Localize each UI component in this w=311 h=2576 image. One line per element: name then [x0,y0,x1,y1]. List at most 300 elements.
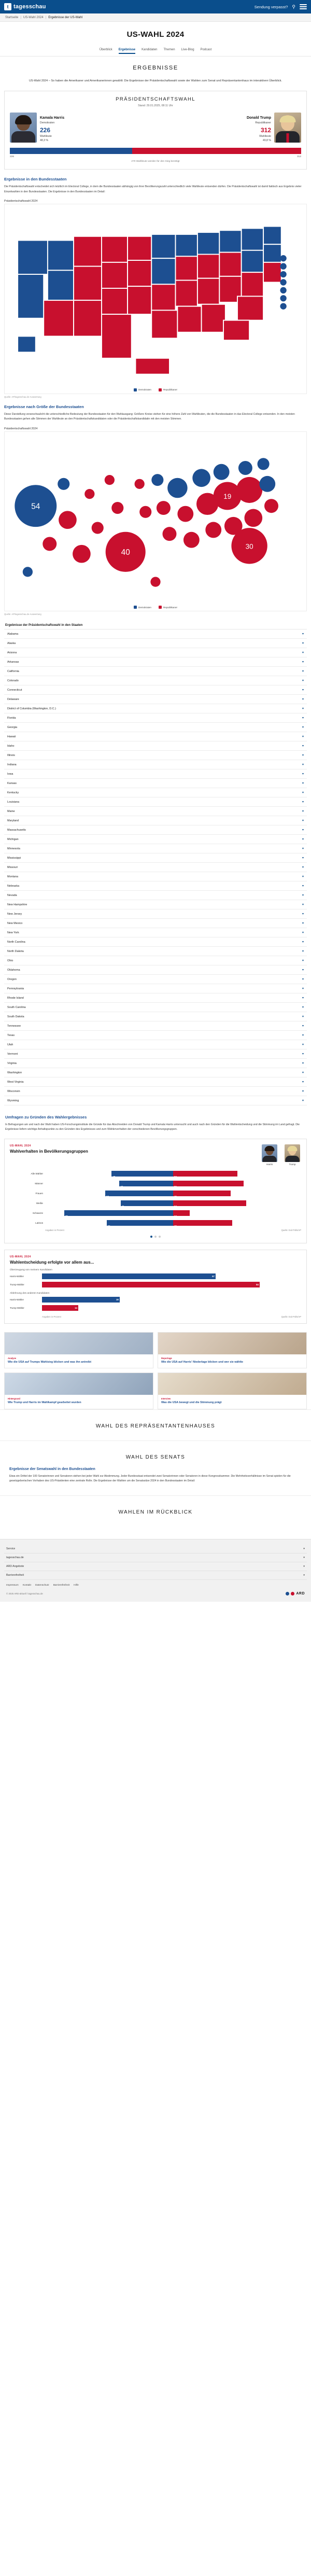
chevron-down-icon[interactable]: ▾ [302,801,304,804]
chart1-candidate-trump [284,1144,301,1166]
chart1-row [10,1180,301,1187]
chevron-down-icon[interactable]: ▾ [302,633,304,636]
chevron-down-icon[interactable]: ▾ [302,754,304,758]
chevron-down-icon[interactable]: ▾ [302,689,304,692]
tab-themen[interactable]: Themen [163,48,175,51]
accordion-row-state[interactable] [4,760,307,769]
accordion-row-state[interactable] [4,1012,307,1021]
accordion-row-state[interactable] [4,863,307,872]
accordion-row-state[interactable] [4,1077,307,1087]
footer-bottom [0,1587,311,1602]
chart1-bar-harris: 52 [107,1220,173,1226]
accordion-row-state[interactable] [4,975,307,984]
chevron-down-icon[interactable]: ▾ [302,1034,304,1038]
chevron-down-icon[interactable]: ▾ [302,707,304,711]
chevron-down-icon[interactable]: ▾ [302,857,304,860]
chart1-page-dot-1[interactable] [150,1236,152,1238]
teaser-image-flags [158,1373,306,1395]
teaser-image-rally [158,1333,306,1354]
footer-accordion-row[interactable] [4,1545,307,1553]
ard-dot-red [291,1592,294,1595]
footer-accordion-label: tagesschau.de [6,1556,24,1559]
accordion-row-state[interactable] [4,797,307,807]
chart2-row-label: Harris-Wähler [10,1275,24,1278]
accordion-row-state[interactable] [4,1021,307,1031]
chevron-down-icon[interactable]: ▾ [302,829,304,832]
chart2-row-label: Trump-Wähler [10,1283,24,1286]
teaser-category: Reportage [161,1356,172,1360]
chevron-down-icon[interactable]: ▾ [302,773,304,776]
legend-republican [159,388,177,391]
chevron-down-icon[interactable]: ▾ [302,717,304,720]
accordion-state-label: Arkansas [7,660,19,664]
chevron-down-icon[interactable]: ▾ [302,735,304,739]
candidate-democrat-party: Demokraten [40,121,55,124]
accordion-state-label: California [7,669,19,673]
chart1-candidate-avatars [10,1144,301,1166]
footer-accordion-label: Service [6,1547,16,1550]
teaser-body [158,1354,306,1368]
ard-dot-blue [286,1592,289,1595]
electoral-threshold-note: 270 Wahlleute werden für den Sieg benötigt [131,160,180,163]
accordion-row-state[interactable] [4,788,307,797]
chart1-bar-trump: 45 [173,1191,231,1196]
footer-links [0,1580,311,1587]
chevron-down-icon[interactable]: ▾ [303,1547,305,1550]
accordion-state-label: North Carolina [7,940,25,944]
candidate-republican-electoral-votes: 312 [260,126,271,134]
chevron-down-icon[interactable]: ▾ [302,922,304,926]
teaser-image-capitol [5,1333,153,1354]
accordion-row-state[interactable] [4,919,307,928]
accordion-row-state[interactable] [4,629,307,639]
breadcrumb-separator-2: | [45,16,47,19]
chevron-down-icon[interactable]: ▾ [303,1573,305,1577]
accordion-row-state[interactable] [4,965,307,975]
results-section-title: ERGEBNISSE [133,65,178,71]
chart1-row-bars [45,1200,301,1206]
breadcrumb-item-home[interactable]: Startseite [5,16,19,19]
accordion-state-label: Connecticut [7,688,22,692]
accordion-state-label: Kentucky [7,791,19,794]
footer-link[interactable]: Barrierefreiheit [53,1584,70,1587]
chevron-down-icon[interactable]: ▾ [302,894,304,898]
electoral-bar-label-left: 226 [10,156,15,159]
chart2-row-track [42,1297,301,1303]
chart1-bar-trump: 55 [173,1181,244,1186]
chevron-down-icon[interactable]: ▾ [302,1090,304,1094]
breadcrumb-item-uswahl[interactable]: US-Wahl 2024 [23,16,44,19]
chart1-bar-harris: 85 [64,1210,173,1216]
avatar-trump [274,113,301,143]
states-map-legend [6,386,305,393]
chevron-down-icon[interactable]: ▾ [302,1025,304,1028]
chevron-down-icon[interactable]: ▾ [302,969,304,972]
accordion-state-label: Virginia [7,1061,17,1065]
accordion-state-label: New Hampshire [7,903,27,906]
states-accordion-title: Ergebnisse der Präsidentschaftswahl in den Staaten [5,624,83,627]
bubble-map-source: Quelle: AP/tagesschau.de-Auswertung [4,613,41,616]
footer-link[interactable]: Hilfe [74,1584,79,1587]
brand-tile-icon: t [4,3,11,10]
us-choropleth-map[interactable] [6,206,305,386]
accordion-row-state[interactable] [4,956,307,965]
footer-link[interactable]: Impressum [6,1584,19,1587]
candidate-republican-meta [247,116,271,143]
senate-results-block [9,1467,302,1484]
chart2-group [10,1269,301,1288]
candidate-democrat-name: Kamala Harris [40,116,65,120]
accordion-row-state[interactable] [4,676,307,685]
chart2-row-label: Harris-Wähler [10,1298,24,1301]
accordion-row-state[interactable] [4,872,307,881]
accordion-state-label: Texas [7,1033,15,1037]
teaser-category: Hintergrund [8,1397,20,1401]
bubble-legend-republican [159,606,177,609]
accordion-state-label: Minnesota [7,847,20,850]
chevron-down-icon[interactable]: ▾ [302,838,304,842]
bubble-map-frame[interactable] [4,431,307,612]
accordion-row-state[interactable] [4,667,307,676]
chevron-down-icon[interactable]: ▾ [302,875,304,879]
accordion-state-label: Washington [7,1071,22,1074]
senate-section-title: WAHL DES SENATS [125,1454,186,1460]
chevron-down-icon[interactable]: ▾ [302,661,304,664]
tab-ueberblick[interactable]: Überblick [99,48,112,51]
accordion-row-state[interactable] [4,1068,307,1077]
accordion-row-state[interactable] [4,1096,307,1105]
chevron-down-icon[interactable]: ▾ [302,745,304,748]
chevron-down-icon[interactable]: ▾ [302,679,304,683]
chart2-axis-left: Angaben in Prozent [42,1315,61,1318]
presidential-result-card [4,91,307,170]
accordion-state-label: Nebraska [7,884,20,888]
sendung-verpasst-link[interactable]: Sendung verpasst? [254,4,288,9]
accordion-state-label: Illinois [7,753,15,757]
chevron-down-icon[interactable]: ▾ [303,1556,305,1559]
accordion-state-label: Pennsylvania [7,987,24,990]
accordion-row-state[interactable] [4,891,307,900]
accordion-row-state[interactable] [4,1087,307,1096]
chevron-down-icon[interactable]: ▾ [302,1043,304,1047]
accordion-state-label: South Dakota [7,1015,24,1018]
accordion-row-state[interactable] [4,1031,307,1040]
chart1-bar-harris: 41 [121,1200,173,1206]
chart1-bar-trump: 46 [173,1220,232,1226]
accordion-row-state[interactable] [4,779,307,788]
accordion-row-state[interactable] [4,1040,307,1049]
chevron-down-icon[interactable]: ▾ [302,847,304,851]
accordion-row-state[interactable] [4,713,307,723]
chart1-title: Wahlverhalten in Bevölkerungsgruppen [10,1149,88,1154]
chevron-down-icon[interactable]: ▾ [302,810,304,814]
house-section [0,1409,311,1440]
accordion-state-label: Missouri [7,865,18,869]
footer-accordion-row[interactable] [4,1553,307,1562]
accordion-row-state[interactable] [4,928,307,937]
chart1-page-dot-2[interactable] [154,1236,157,1238]
bubble-map-heading: Ergebnisse nach Größe der Bundesstaaten [4,404,84,409]
chart1-row-bars [45,1171,301,1177]
accordion-row-state[interactable] [4,648,307,657]
states-map-frame[interactable] [4,204,307,394]
teaser-title[interactable]: Wie die USA auf Harris' Niederlage blicken und wer sie wählte [161,1360,244,1364]
accordion-state-label: Georgia [7,725,18,729]
chart1-page-dot-3[interactable] [159,1236,161,1238]
bubble-map-block [4,404,307,615]
chevron-down-icon[interactable]: ▾ [302,866,304,870]
accordion-state-label: District of Columbia (Washington, D.C.) [7,707,56,710]
accordion-row-state[interactable] [4,816,307,825]
accordion-row-state[interactable] [4,732,307,741]
senate-section [0,1440,311,1495]
accordion-row-state[interactable] [4,1059,307,1068]
chart2-group-header: Ablehnung des anderen Kandidaten [10,1292,50,1295]
bubble-map-chart-label: Präsidentschaftswahl 2024 [4,427,38,430]
chevron-down-icon[interactable]: ▾ [302,931,304,935]
accordion-row-state[interactable] [4,704,307,713]
bubble-legend-democrat [134,606,151,609]
footer-accordion-row[interactable] [4,1562,307,1571]
accordion-row-state[interactable] [4,853,307,863]
tab-kandidaten[interactable]: Kandidaten [142,48,158,51]
page-title: US-WAHL 2024 [126,30,185,39]
chart1-candidate-harris-name: Harris [266,1163,273,1166]
chart1-bar-trump: 57 [173,1200,246,1206]
electoral-vote-bar [10,148,301,154]
bubble-legend-democrat-label: Demokraten [138,606,151,609]
accordion-state-label: North Dakota [7,949,24,953]
candidate-democrat-votes-label: Wahlleute [40,134,52,138]
chevron-down-icon[interactable]: ▾ [302,726,304,730]
chevron-down-icon[interactable]: ▾ [302,941,304,944]
chevron-down-icon[interactable]: ▾ [302,698,304,702]
avatar-harris-small [262,1144,277,1162]
accordion-state-label: Montana [7,875,18,878]
accordion-row-state[interactable] [4,751,307,760]
chevron-down-icon[interactable]: ▾ [302,950,304,954]
candidate-republican-votes-label: Wahlleute [259,134,271,138]
chevron-down-icon[interactable]: ▾ [302,1006,304,1010]
accordion-state-label: South Carolina [7,1005,26,1009]
accordion-row-state[interactable] [4,937,307,947]
chevron-down-icon[interactable]: ▾ [302,997,304,1000]
chart1-axis-right: Quelle: Exit Polls/AP [281,1228,301,1231]
avatar-harris [10,113,37,143]
accordion-state-label: Indiana [7,763,17,766]
chevron-down-icon[interactable]: ▾ [302,1062,304,1066]
legend-democrat-swatch [134,388,137,391]
chevron-down-icon[interactable]: ▾ [302,1053,304,1056]
chevron-down-icon[interactable]: ▾ [302,1081,304,1084]
chart2-title: Wahlentscheidung erfolgte vor allem aus... [10,1259,94,1265]
electoral-bar-republican [132,148,301,154]
accordion-row-state[interactable] [4,1003,307,1012]
top-navigation-bar [0,0,311,13]
accordion-state-label: Oregon [7,977,17,981]
accordion-state-label: New Jersey [7,912,22,916]
legend-democrat [134,388,151,391]
candidate-democrat-popular-pct: 48,3 % [40,138,49,142]
accordion-state-label: New Mexico [7,921,23,925]
survey-section [5,1115,306,1132]
footer-accordion-label: ARD Angebote [6,1564,24,1568]
chart1-row-label: Alle Wähler [31,1172,43,1175]
tab-liveblog[interactable]: Live-Blog [181,48,194,51]
accordion-row-state[interactable] [4,909,307,919]
footer-link[interactable]: Kontakt [22,1584,32,1587]
chevron-down-icon[interactable]: ▾ [302,987,304,991]
electoral-bar-label-right: 312 [296,156,301,159]
accordion-state-label: New York [7,931,19,934]
chart2-group [10,1292,301,1311]
states-map-chart-label: Präsidentschaftswahl 2024 [4,200,38,203]
teaser-title[interactable]: Wie die USA auf Trumps Wahlsieg blicken und was ihn antreibt [8,1360,91,1364]
chart1-row-label: Latinos [35,1221,43,1224]
senate-block-text: Etwa ein Drittel der 100 Senatorinnen und Senatoren stehen bei jeder Wahl zur Abstimmung. Jeder Bundesstaat entsendet zwei Senatorinnen oder Senatoren in diese Kongresskammer. Die Mehrheitsverhältnisse im Senat spielen für die gesetzgeberischen Vorhaben des US-Präsidenten eine zentrale Rolle. Die Ergebnisse der Wahlen um die Senatssitze 2024 in den Bundesstaaten im Detail: [9,1474,291,1483]
bubble-legend-republican-label: Republikaner [163,606,178,609]
chart1-row-label: Frauen [35,1192,43,1195]
accordion-row-state[interactable] [4,835,307,844]
accordion-row-state[interactable] [4,1049,307,1059]
accordion-row-state[interactable] [4,807,307,816]
chevron-down-icon[interactable]: ▾ [302,651,304,655]
teaser-body [5,1354,153,1368]
presidential-card-timestamp: Stand: 29.01.2025, 08:11 Uhr [138,104,173,108]
chart2-row-track [42,1282,301,1287]
chevron-down-icon[interactable]: ▾ [302,1015,304,1019]
svg-text:30: 30 [245,542,253,551]
chart1-row [10,1170,301,1178]
teaser-card[interactable] [158,1373,307,1409]
accordion-state-label: Tennessee [7,1024,21,1028]
chart1-row-bars [45,1191,301,1196]
accordion-state-label: Wyoming [7,1099,19,1102]
chart2-row [10,1296,301,1303]
us-bubble-map[interactable] [6,434,305,604]
chart2-group-header: Überzeugung von meinem Kandidaten [10,1268,52,1271]
accordion-row-state[interactable] [4,723,307,732]
brand-logo[interactable] [4,3,46,10]
candidate-democrat-electoral-votes: 226 [40,126,51,134]
accordion-state-label: Idaho [7,744,15,748]
candidate-republican-party: Republikaner [255,121,271,124]
svg-text:54: 54 [31,502,40,511]
accordion-state-label: Massachusetts [7,828,26,832]
breadcrumb-item-current: Ergebnisse der US-Wahl [48,16,83,19]
chart1-pagination[interactable] [10,1236,301,1238]
accordion-row-state[interactable] [4,984,307,993]
chevron-down-icon[interactable]: ▾ [302,978,304,982]
accordion-row-state[interactable] [4,685,307,695]
results-lead-text: US-Wahl 2024 – So haben die Amerikaner und Amerikanerinnen gewählt: Die Ergebnisse der Präsidentschaftswahl sowie der Wahlen zum Senat und Repräsentantenhaus im interaktiven Überblick. [29,79,282,82]
chart2-row [10,1281,301,1288]
breadcrumb-separator-1: | [20,16,21,19]
chevron-down-icon[interactable]: ▾ [302,782,304,786]
ard-logo-text: ARD [296,1591,305,1595]
senate-block-heading: Ergebnisse der Senatswahl in den Bundesstaaten [9,1467,95,1471]
chevron-down-icon[interactable]: ▾ [302,1099,304,1103]
chart2-row-label: Trump-Wähler [10,1306,24,1309]
accordion-row-state[interactable] [4,769,307,779]
accordion-row-state[interactable] [4,844,307,853]
tab-podcast[interactable]: Podcast [200,48,212,51]
teaser-card[interactable] [158,1332,307,1369]
accordion-row-state[interactable] [4,993,307,1003]
chevron-down-icon[interactable]: ▾ [302,1071,304,1075]
chevron-down-icon[interactable]: ▾ [302,642,304,646]
brand-name: tagesschau [13,4,46,10]
accordion-row-state[interactable] [4,825,307,835]
chart1-bar-trump: 50 [173,1171,237,1177]
chevron-down-icon[interactable]: ▾ [302,791,304,795]
accordion-row-state[interactable] [4,657,307,667]
tab-ergebnisse[interactable]: Ergebnisse [119,48,135,54]
accordion-row-state[interactable] [4,741,307,751]
chevron-down-icon[interactable]: ▾ [302,885,304,888]
topbar-right-group [255,4,307,10]
svg-text:40: 40 [121,548,130,557]
footer-accordion [4,1545,307,1580]
chart2-axis-right: Quelle: Exit Polls/AP [281,1315,301,1318]
bubble-legend-republican-swatch [159,606,162,609]
hamburger-icon[interactable] [300,4,307,9]
accordion-state-label: Maryland [7,819,19,822]
teaser-card[interactable] [4,1373,153,1409]
electoral-bar-democrat [10,148,132,154]
accordion-row-state[interactable] [4,639,307,648]
chevron-down-icon[interactable]: ▾ [302,903,304,907]
teaser-title[interactable]: Was die USA bewegt und die Stimmung prägt [161,1401,222,1405]
states-map-source: Quelle: AP/tagesschau.de-Auswertung [4,395,41,398]
chart1-bar-harris: 48 [111,1171,173,1177]
chevron-down-icon[interactable]: ▾ [302,819,304,823]
section-tabs [0,44,311,57]
chart2-row-bar: 67 [42,1273,216,1279]
chart1-row-label: Männer [35,1182,43,1185]
accordion-state-label: Nevada [7,893,17,897]
teaser-title[interactable]: Wie Trump und Harris im Wahlkampf gearbeitet wurden [8,1401,81,1405]
breadcrumb [0,13,311,22]
teaser-body [5,1395,153,1409]
footer-accordion-row[interactable] [4,1571,307,1580]
accordion-row-state[interactable] [4,881,307,891]
search-icon[interactable]: ⚲ [292,4,295,9]
accordion-state-label: Mississippi [7,856,21,860]
accordion-state-label: Rhode Island [7,996,24,1000]
chevron-down-icon[interactable]: ▾ [302,763,304,767]
retrospective-section [0,1495,311,1527]
chevron-down-icon[interactable]: ▾ [303,1564,305,1568]
chevron-down-icon[interactable]: ▾ [302,913,304,916]
accordion-row-state[interactable] [4,900,307,909]
chart1-axis-left: Angaben in Prozent [45,1228,64,1231]
chart2-bar-groups [10,1269,301,1311]
presidential-card-title: PRÄSIDENTSCHAFTSWAHL [116,96,195,103]
chart2-row-track [42,1305,301,1311]
chart2-row-bar: 30 [42,1297,120,1303]
accordion-row-state[interactable] [4,695,307,704]
teaser-card[interactable] [4,1332,153,1369]
legend-republican-label: Republikaner [163,388,178,391]
chevron-down-icon[interactable]: ▾ [302,670,304,674]
accordion-state-label: Florida [7,716,16,720]
chevron-down-icon[interactable]: ▾ [302,959,304,963]
ard-logo[interactable] [286,1592,305,1595]
footer-link[interactable]: Datenschutz [35,1584,49,1587]
chart1-row [10,1219,301,1227]
accordion-row-state[interactable] [4,947,307,956]
